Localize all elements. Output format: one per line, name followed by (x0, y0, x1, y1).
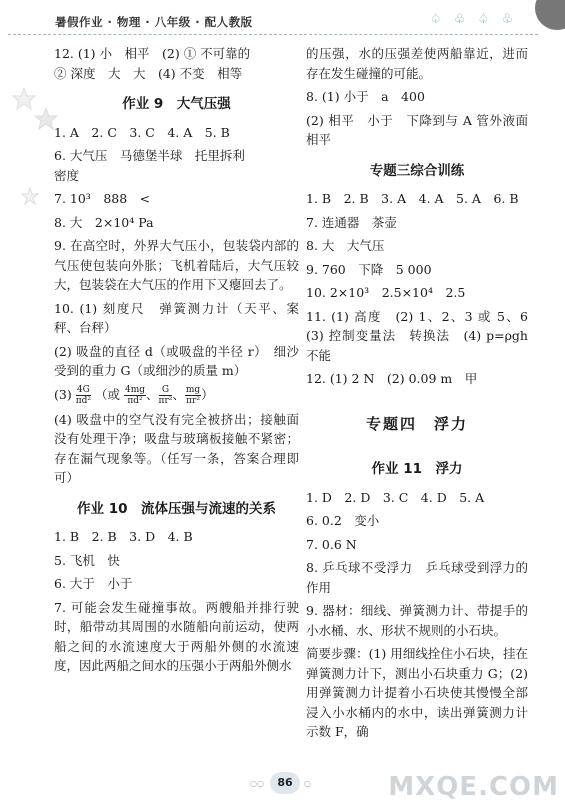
answer-paragraph: (2) 相平 小于 下降到与 A 管外液面相平 (306, 112, 528, 147)
fraction (159, 385, 173, 406)
answer-paragraph: 简要步骤：(1) 用细线拴住小石块，挂在弹簧测力计下，测出小石块重力 G；(2) 用弹簧测力计提着小石块使其慢慢全部浸入小水桶内的水中，读出弹簧测力计示数 F，确 (306, 646, 528, 739)
answer-paragraph: 的压强，水的压强差使两船靠近，进而存在发生碰撞的可能。 (306, 46, 528, 81)
answer-line: 7. 0.6 N (306, 536, 357, 552)
header-title: 暑假作业 · 物理 · 八年级 · 配人教版 (55, 15, 253, 29)
answer-line: 1. B 2. B 3. D 4. B (54, 529, 193, 544)
answer-line: 10. 2×10³ 2.5×10⁴ 2.5 (306, 285, 466, 300)
answer-line: 1. A 2. C 3. C 4. A 5. B (54, 124, 230, 140)
watermark-logo: MXQE.COM (388, 772, 559, 802)
star-decoration-icon (10, 86, 60, 206)
fraction-numerator: 4G (76, 384, 90, 395)
homework-10-title: 作业 10 流体压强与流速的关系 (77, 500, 276, 517)
answer-paragraph: 10. (1) 刻度尺 弹簧测力计（天平、案秤、台秤） (54, 300, 299, 335)
answer-line: 7. 连通器 茶壶 (306, 214, 397, 230)
answer-line: 8. 大 2×10⁴ Pa (54, 214, 154, 230)
answer-paragraph: 9. 器材：细线、弹簧测力计、带提手的小水桶、水、形状不规则的小石块。 (306, 603, 528, 638)
formula-separator: 、 (172, 386, 185, 402)
page-header (0, 0, 565, 34)
fraction (185, 385, 201, 406)
page-number-area (248, 770, 318, 796)
fraction-numerator: G (159, 385, 173, 396)
answer-paragraph: 8. 乒乓球不受浮力 乒乓球受到浮力的作用 (306, 560, 528, 595)
corner-circle-decoration (535, 0, 565, 30)
formula-text: （或 (94, 386, 120, 402)
homework-11-title: 作业 11 浮力 (371, 461, 463, 477)
answer-line: 12. (1) 小 相平 (2) ① 不可靠的 (54, 46, 251, 61)
answer-line: ② 深度 大 大 (4) 不变 相等 (54, 65, 243, 81)
dots-decoration-icon: ○ (304, 779, 311, 788)
header-divider (8, 34, 538, 35)
answer-line: 7. 10³ 888 < (54, 191, 151, 206)
answer-paragraph: (4) 吸盘中的空气没有完全被挤出；接触面没有处理干净；吸盘与玻璃板接触不紧密；存在漏气现象等。（任写一条，答案合理即可） (54, 411, 299, 485)
answer-paragraph: 7. 可能会发生碰撞事故。两艘船并排行驶时，船带动其周围的水随船向前运动，使两船之间的水流速度大于两船外侧的水流速度，因此两船之间水的压强小于两船外侧水 (54, 599, 299, 673)
answer-paragraph: 9. 在高空时，外界大气压小，包装袋内部的气压使包装向外胀；飞机着陆后，大气压较大，包装袋在大气压的作用下又瘪回去了。 (54, 238, 299, 292)
right-column (306, 44, 541, 746)
fraction (124, 385, 146, 406)
answer-line: 6. 0.2 变小 (306, 513, 380, 528)
fraction-numerator: 4mg (124, 384, 146, 395)
answer-line: 6. 大气压 马德堡半球 托里拆利 (54, 148, 245, 163)
answer-line: 8. 大 大气压 (306, 238, 385, 253)
fraction-denominator: πr² (186, 395, 200, 406)
formula-line (54, 385, 299, 406)
answer-paragraph: (2) 吸盘的直径 d（或吸盘的半径 r） 细沙受到的重力 G（或细沙的质量 m） (54, 343, 299, 378)
formula-prefix: (3) (54, 386, 72, 402)
homework-9-title: 作业 9 大气压强 (122, 96, 231, 112)
answer-line: 6. 大于 小于 (54, 576, 133, 591)
topic-3-review-title: 专题三综合训练 (369, 162, 465, 179)
page-number: 86 (270, 772, 300, 794)
answer-paragraph: 11. (1) 高度 (2) 1、2、3 或 5、6 (3) 控制变量法 转换法 (4) p=ρgh 不能 (306, 308, 541, 363)
answer-line: 密度 (54, 167, 80, 183)
answer-line: 1. D 2. D 3. C 4. D 5. A (306, 489, 485, 505)
answer-line: 9. 760 下降 5 000 (306, 261, 432, 277)
answer-line: 8. (1) 小于 a 400 (306, 89, 425, 104)
decorative-plant-icons: ♤ ♧ ♤ ♧ (430, 12, 518, 27)
fraction-numerator: mg (185, 384, 201, 395)
dots-decoration-icon: ○○ (250, 779, 264, 788)
formula-separator: 、 (146, 386, 159, 402)
fraction (76, 385, 91, 406)
left-column (54, 44, 299, 680)
answer-line: 1. B 2. B 3. A 4. A 5. A 6. B (306, 191, 519, 206)
formula-text: ） (201, 386, 214, 402)
answer-line: 5. 飞机 快 (54, 552, 120, 568)
fraction-denominator: πr² (158, 395, 173, 406)
topic-4-title: 专题四 浮力 (365, 414, 468, 433)
fraction-denominator: πd² (127, 395, 143, 406)
fraction-denominator: πd² (75, 395, 91, 406)
answer-line: 12. (1) 2 N (2) 0.09 m 甲 (306, 371, 478, 386)
